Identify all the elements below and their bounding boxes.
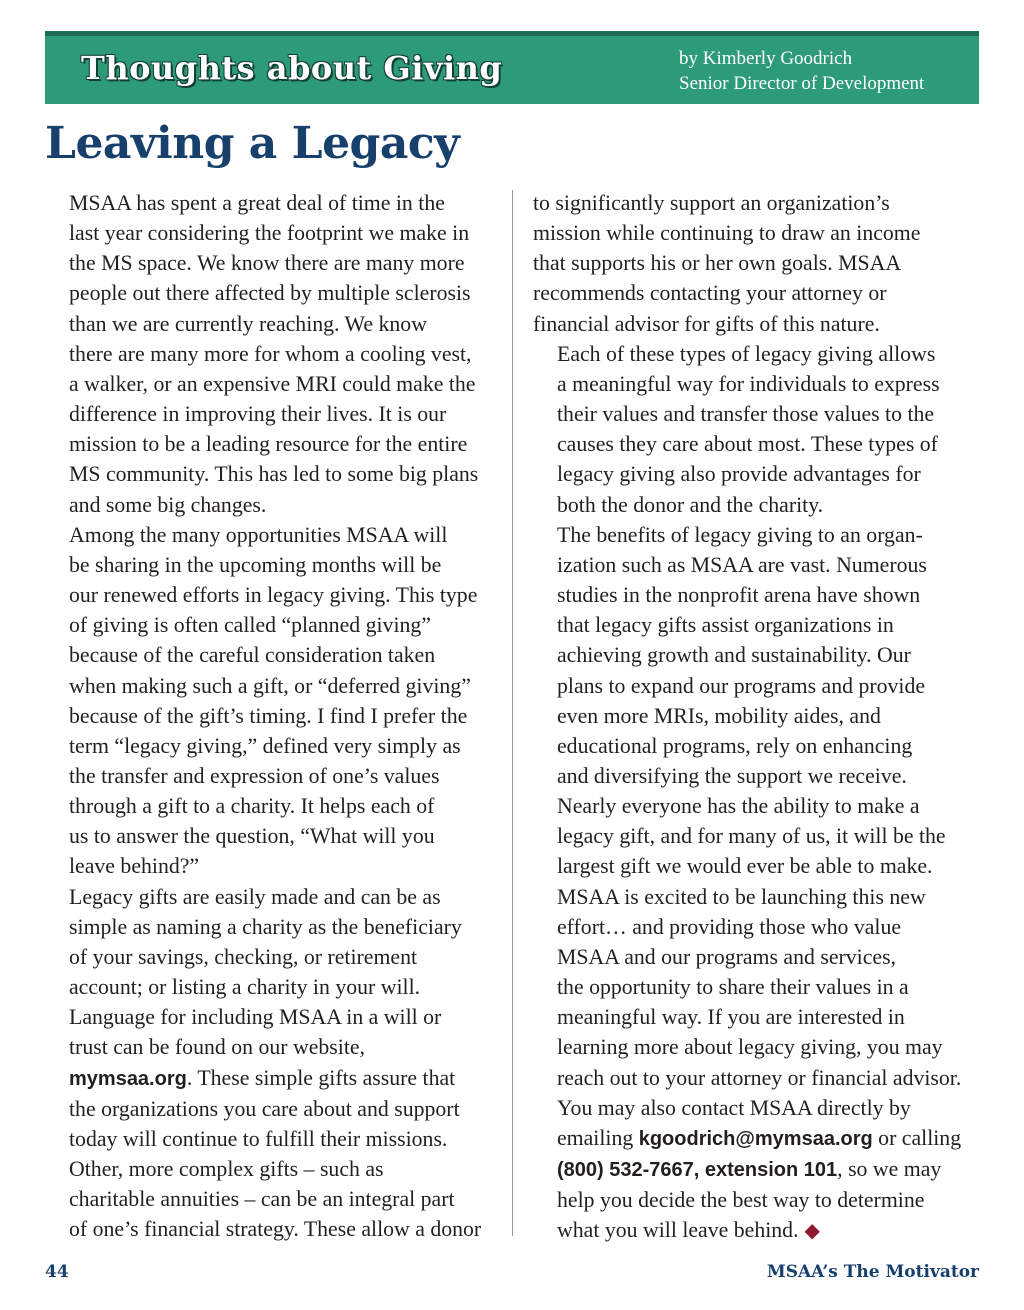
text-line: of giving is often called “planned giving”: [69, 613, 431, 638]
author-name: by Kimberly Goodrich: [679, 48, 853, 69]
text-line: legacy giving also provide advantages for: [557, 462, 921, 487]
text-line: Among the many opportunities MSAA will: [69, 522, 448, 547]
text-line: MSAA has spent a great deal of time in the: [69, 191, 445, 215]
paragraph: [533, 339, 981, 520]
text-line: people out there affected by multiple sclerosis: [69, 281, 471, 306]
text-line: the transfer and expression of one’s values: [69, 763, 440, 788]
text-line: You may also contact MSAA directly by: [557, 1095, 911, 1120]
end-of-article-icon: ◆: [804, 1220, 820, 1243]
text-line: of one’s financial strategy. These allow a donor: [69, 1217, 482, 1242]
text-line: learning more about legacy giving, you may: [557, 1035, 943, 1060]
text-line: trust can be found on our website,: [69, 1035, 366, 1060]
text-line: Language for including MSAA in a will or: [69, 1005, 442, 1030]
text-line: ization such as MSAA are vast. Numerous: [557, 552, 927, 577]
byline: [679, 46, 924, 96]
text-line: Nearly everyone has the ability to make a: [557, 794, 920, 819]
text-line: difference in improving their lives. It is our: [69, 402, 447, 427]
text-line: the MS space. We know there are many more: [69, 251, 465, 276]
paragraph: [533, 520, 981, 791]
paragraph: [45, 1154, 495, 1244]
column-divider: [512, 190, 513, 1236]
text-line: The benefits of legacy giving to an organ-: [557, 522, 923, 547]
text-line: because of the gift’s timing. I find I prefer the: [69, 703, 468, 728]
text-line: of your savings, checking, or retirement: [69, 944, 418, 969]
text-line: financial advisor for gifts of this nature.: [533, 311, 880, 336]
right-column: [533, 188, 981, 1246]
text-line: us to answer the question, “What will you: [69, 824, 435, 849]
text-line: when making such a gift, or “deferred giving”: [69, 673, 471, 698]
paragraph: [45, 188, 495, 520]
text-line: a walker, or an expensive MRI could make the: [69, 371, 476, 396]
text-line: MSAA is excited to be launching this new: [557, 884, 926, 909]
text-line: our renewed efforts in legacy giving. This type: [69, 583, 478, 608]
text-line: today will continue to fulfill their missions.: [69, 1126, 448, 1151]
text-line: because of the careful consideration taken: [69, 643, 436, 668]
text-line: achieving growth and sustainability. Our: [557, 643, 911, 668]
text-line: studies in the nonprofit arena have shown: [557, 583, 921, 608]
paragraph: [45, 520, 495, 882]
text-line: and diversifying the support we receive.: [557, 763, 907, 788]
text-line: last year considering the footprint we make in: [69, 221, 470, 246]
text-line: leave behind?”: [69, 854, 200, 879]
text-line: MS community. This has led to some big plans: [69, 462, 479, 487]
email-link[interactable]: kgoodrich@mymsaa.org: [638, 1127, 873, 1150]
text-line: help you decide the best way to determine: [557, 1188, 925, 1213]
text-line: largest gift we would ever be able to make.: [557, 854, 933, 879]
text-line: be sharing in the upcoming months will be: [69, 552, 442, 577]
text-line: to significantly support an organization’s: [533, 191, 890, 215]
phone-number: (800) 532-7667, extension 101: [557, 1159, 838, 1181]
text-line: legacy gift, and for many of us, it will be the: [557, 824, 946, 849]
publication-name: MSAA’s The Motivator: [766, 1262, 979, 1282]
paragraph: [533, 188, 981, 339]
left-column: [45, 188, 495, 1244]
text-line: simple as naming a charity as the beneficiary: [69, 914, 462, 939]
text-line: even more MRIs, mobility aides, and: [557, 703, 881, 728]
paragraph: Nearly everyone has the ability to make a legacy gift, and for many of us, it will be the largest gift we would ever be able to make. MSAA is excited to be launching this new effort… and providing those who value MSAA and our programs and services, the opportunity to share their values in a meaningful way. If you are interested in learning more about legacy giving, you may reach out to your attorney or financial advisor. You may also contact MSAA directly by emailing kgoodrich@mymsaa.org or calling (800) 532-7667, extension 101, so we may help you decide the best way to determine what you will leave behind. ◆: [533, 791, 981, 1246]
text-line: that supports his or her own goals. MSAA: [533, 251, 902, 276]
text-line: Legacy gifts are easily made and can be as: [69, 884, 441, 909]
text-line: that legacy gifts assist organizations in: [557, 613, 894, 638]
text-line: causes they care about most. These types of: [557, 432, 938, 457]
text-line: the opportunity to share their values in a: [557, 975, 909, 1000]
text-line: than we are currently reaching. We know: [69, 311, 427, 336]
text-line: the organizations you care about and support: [69, 1096, 460, 1121]
text-line: meaningful way. If you are interested in: [557, 1005, 905, 1030]
article-headline: Leaving a Legacy: [45, 118, 460, 169]
page-number: 44: [45, 1262, 69, 1282]
text-line: charitable annuities – can be an integral part: [69, 1187, 455, 1212]
text-line: through a gift to a charity. It helps each of: [69, 794, 435, 819]
text-line: effort… and providing those who value: [557, 914, 902, 939]
text-line: plans to expand our programs and provide: [557, 673, 926, 698]
text-line: Each of these types of legacy giving allows: [557, 341, 936, 366]
author-role: Senior Director of Development: [679, 73, 925, 94]
text-line: both the donor and the charity.: [557, 492, 824, 517]
text-line: Other, more complex gifts – such as: [69, 1157, 384, 1181]
paragraph: Legacy gifts are easily made and can be as simple as naming a charity as the beneficiary of your savings, checking, or retirement account; or listing a charity in your will. Language for including MSAA in a will or trust can be found on our website, mymsaa.org. These simple gifts assure that the organizations you care about and support today will continue to fulfill their missions.: [45, 882, 495, 1154]
text-line: MSAA and our programs and services,: [557, 944, 897, 969]
text-line: and some big changes.: [69, 492, 267, 517]
text-line: mission while continuing to draw an income: [533, 221, 921, 246]
section-banner: [45, 31, 979, 104]
text-line: reach out to your attorney or financial advisor.: [557, 1065, 962, 1090]
text-line: account; or listing a charity in your will.: [69, 975, 421, 1000]
text-line: their values and transfer those values to the: [557, 402, 935, 427]
text-line: there are many more for whom a cooling vest,: [69, 341, 472, 366]
website-link[interactable]: mymsaa.org: [69, 1067, 187, 1090]
text-line: mission to be a leading resource for the entire: [69, 432, 468, 457]
text-line: a meaningful way for individuals to express: [557, 371, 940, 396]
text-line: educational programs, rely on enhancing: [557, 733, 913, 758]
text-line: recommends contacting your attorney or: [533, 281, 887, 306]
text-line: term “legacy giving,” defined very simply as: [69, 733, 461, 758]
section-title: Thoughts about Giving: [81, 49, 503, 87]
